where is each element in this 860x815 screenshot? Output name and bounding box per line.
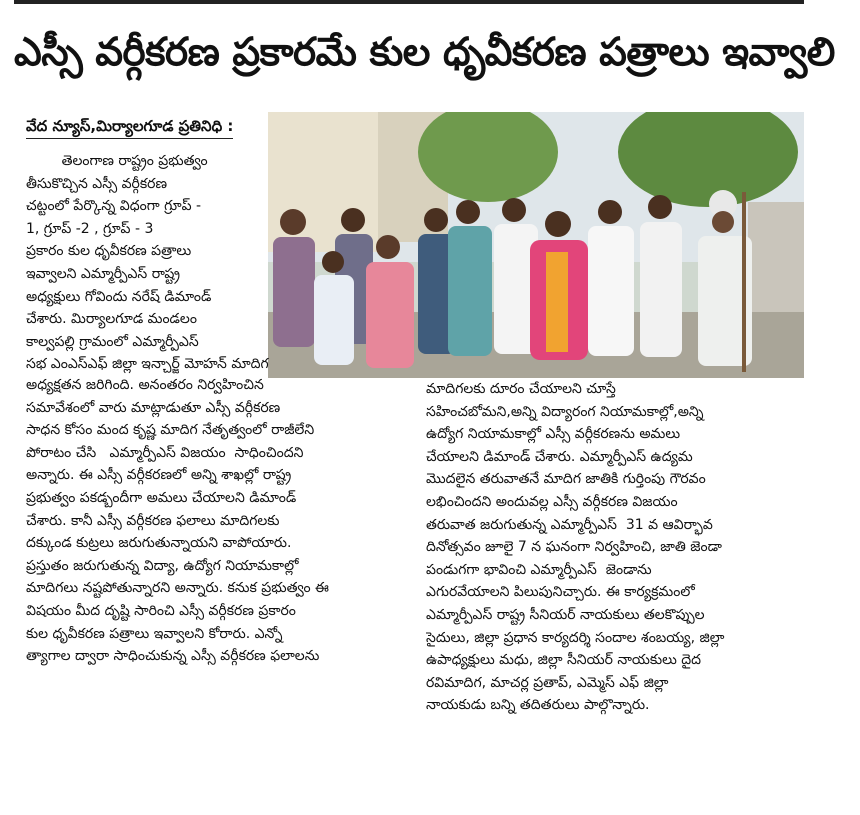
text-line: కుల ధృవీకరణ పత్రాలు ఇవ్వాలని కోరారు. ఎన్నో: [26, 625, 283, 642]
text-line: విషయం మీద దృష్టి సారించి ఎస్సీ వర్గీకరణ ప్రకారం: [26, 602, 296, 619]
text-line: కాల్వపల్లి గ్రామంలో ఎమ్మార్పీఎస్: [26, 333, 199, 350]
text-line: మాదిగలకు దూరం చేయాలని చూస్తే: [426, 381, 616, 397]
text-line: సైదులు, జిల్లా ప్రధాన కార్యదర్శి సందాల శంబయ్య, జిల్లా: [426, 629, 725, 646]
text-line: అన్నారు. ఈ ఎస్సీ వర్గీకరణలో అన్ని శాఖల్లో రాష్ట్ర: [26, 467, 292, 484]
text-line: సాధన కోసం మంద కృష్ణ మాదిగ నేతృత్వంలో రాజీలేని: [26, 422, 315, 439]
text-line: మొదలైన తరువాతనే మాదిగ జాతికి గుర్తింపు గౌరవం: [426, 471, 706, 488]
text-line: ఉపాధ్యక్షులు మధు, జిల్లా సీనియర్ నాయకులు దైద: [426, 652, 702, 669]
text-line: త్యాగాల ద్వారా సాధించుకున్న ఎస్సీ వర్గీకరణ ఫలాలను: [26, 648, 320, 665]
left-column-bottom: [26, 374, 406, 668]
text-line: ఎగురవేయాలని పిలుపునిచ్చారు. ఈ కార్యక్రమంలో: [426, 584, 695, 601]
text-line: తరువాత జరుగుతున్న ఎమ్మార్పీఎస్ 31 వ ఆవిర్భావ: [426, 516, 713, 533]
text-line: సమావేశంలో వారు మాట్లాడుతూ ఎస్సీ వర్గీకరణ: [26, 399, 281, 416]
text-line: అధ్యక్షతన జరిగింది. అనంతరం నిర్వహించిన: [26, 377, 264, 393]
text-line: సభ ఎంఎస్ఎఫ్ జిల్లా ఇన్చార్జ్ మోహన్ మాదిగ: [26, 356, 269, 373]
right-column: [426, 378, 816, 717]
text-line: దినోత్సవం జూలై 7 న ఘనంగా నిర్వహించి, జాతి జెండా: [426, 539, 722, 556]
text-line: చేయాలని డిమాండ్ చేశారు. ఎమ్మార్పీఎస్ ఉద్యమ: [426, 448, 693, 465]
left-column-top: [26, 150, 406, 376]
text-line: అధ్యక్షులు గోవిందు నరేష్ డిమాండ్: [26, 288, 212, 305]
text-line: ఇవ్వాలని ఎమ్మార్పీఎస్ రాష్ట్ర: [26, 265, 181, 282]
text-line: తెలంగాణ రాష్ట్రం ప్రభుత్వం: [26, 153, 208, 169]
text-line: దక్కుండ కుట్రలు జరుగుతున్నాయని వాపోయారు.: [26, 535, 292, 552]
text-line: మాదిగలు నష్టపోతున్నారని అన్నారు. కనుక ప్రభుత్వం ఈ: [26, 580, 329, 597]
text-line: ఉద్యోగ నియామకాల్లో ఎస్సీ వర్గీకరణను అమలు: [426, 426, 681, 443]
text-line: తీసుకొచ్చిన ఎస్సీ వర్గీకరణ: [26, 175, 168, 192]
text-line: చట్టంలో పేర్కొన్న విధంగా గ్రూప్ -: [26, 198, 202, 215]
byline: వేద న్యూస్,మిర్యాలగూడ ప్రతినిధి :: [26, 116, 233, 139]
text-line: ప్రస్తుతం జరుగుతున్న విద్యా, ఉద్యోగ నియామకాల్లో: [26, 557, 299, 574]
text-line: పండుగగా భావించి ఎమ్మార్పీఎస్ జెండాను: [426, 561, 652, 578]
top-rule: [14, 0, 804, 4]
text-line: ప్రభుత్వం పకడ్బందీగా అమలు చేయాలని డిమాండ్: [26, 489, 297, 506]
text-line: చేశారు. మిర్యాలగూడ మండలం: [26, 311, 197, 328]
text-line: చేశారు. కానీ ఎస్సీ వర్గీకరణ ఫలాలు మాదిగలకు: [26, 512, 280, 529]
text-line: నాయకుడు బన్ని తదితరులు పాల్గొన్నారు.: [426, 697, 650, 714]
text-line: ఎమ్మార్పీఎస్ రాష్ట్ర సీనియర్ నాయకులు తలకొప్పుల: [426, 606, 705, 623]
text-line: రవిమాదిగ, మాచర్ల ప్రతాప్, ఎమ్మెస్ ఎఫ్ జిల్లా: [426, 674, 669, 691]
text-line: 1, గ్రూప్ -2 , గ్రూప్ - 3: [26, 220, 154, 237]
text-line: ప్రకారం కుల ధృవీకరణ పత్రాలు: [26, 243, 192, 260]
text-line: పోరాటం చేసి ఎమ్మార్పీఎస్ విజయం సాధించిందని: [26, 444, 304, 461]
text-line: లభించిందని అందువల్ల ఎస్సీ వర్గీకరణ విజయం: [426, 493, 678, 510]
headline: ఎస్సీ వర్గీకరణ ప్రకారమే కుల ధృవీకరణ పత్రాలు ఇవ్వాలి: [14, 30, 835, 75]
text-line: సహించబోమని,అన్ని విద్యారంగ నియామకాల్లో,అన్ని: [426, 403, 704, 420]
